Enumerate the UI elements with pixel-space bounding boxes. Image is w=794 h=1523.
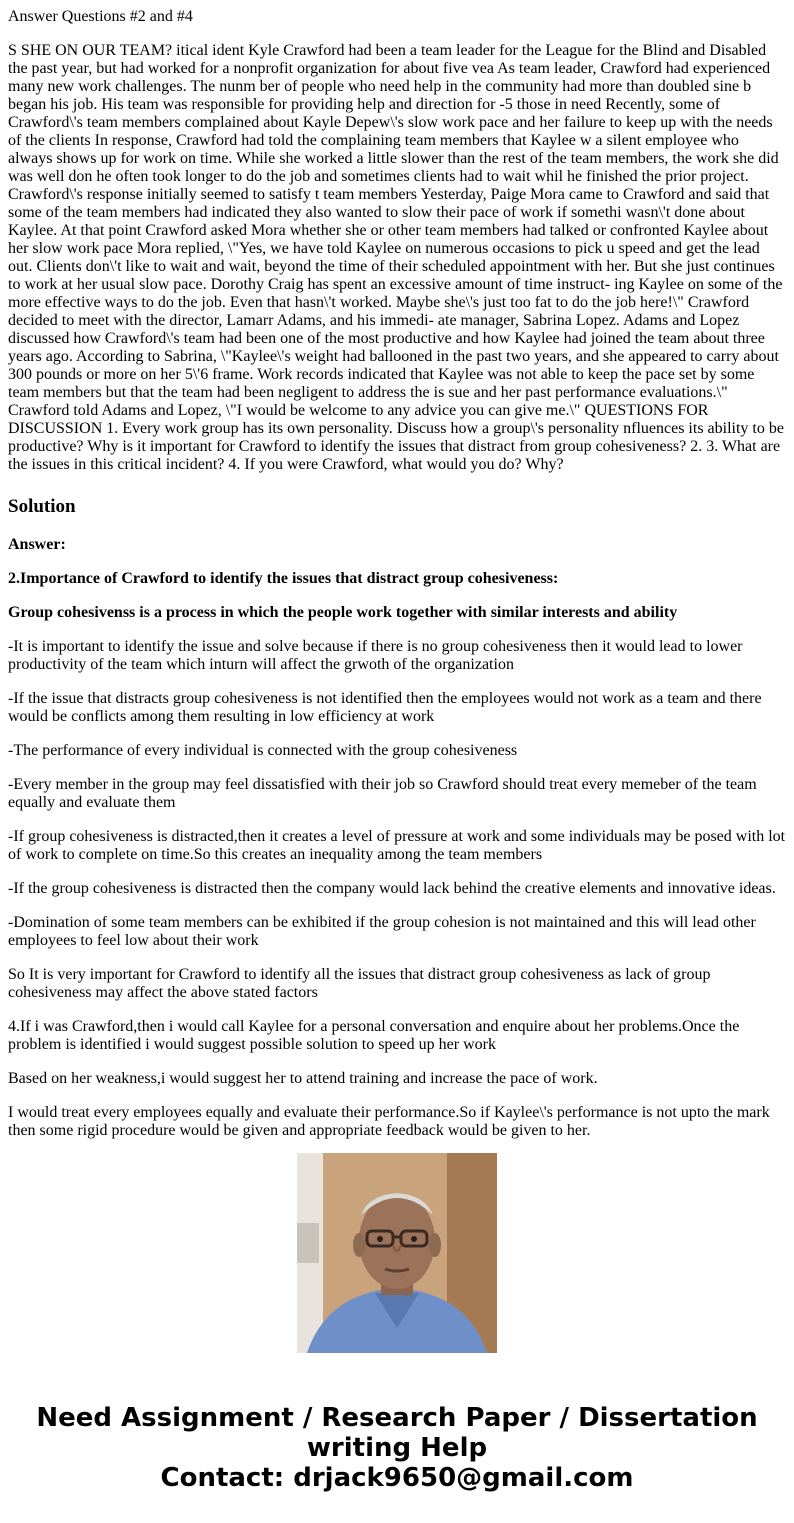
document-body [8,8,786,1139]
answer-point: -If the issue that distracts group cohesiveness is not identified then the employees would not work as a team and there would be conflicts among them resulting in low efficiency at work [8,690,762,725]
answer-summary: So It is very important for Crawford to identify all the issues that distract group cohesiveness as lack of group cohesiveness may affect the above stated factors [8,966,711,1001]
answer-point: -The performance of every individual is connected with the group cohesiveness [8,742,518,759]
answer-point: -Domination of some team members can be exhibited if the group cohesion is not maintained and this will lead other employees to feel low about their work [8,914,756,949]
answer-point: -It is important to identify the issue and solve because if there is no group cohesiveness then it would lead to lower productivity of the team which inturn will affect the grwoth of the organization [8,638,743,673]
question-4-answer: 4.If i was Crawford,then i would call Kaylee for a personal conversation and enquire about her problems.Once the problem is identified i would suggest possible solution to speed up her work [8,1018,740,1053]
answer-point: -Every member in the group may feel dissatisfied with their job so Crawford should treat every memeber of the team equally and evaluate them [8,776,757,811]
question-title: Answer Questions #2 and #4 [8,8,193,25]
solution-heading: Solution [8,496,76,517]
tutor-avatar [297,1153,497,1353]
training-suggestion: Based on her weakness,i would suggest her to attend training and increase the pace of work. [8,1070,598,1087]
promo-line-1: Need Assignment / Research Paper / Dissertation [36,1403,758,1433]
equal-treatment-text: I would treat every employees equally and evaluate their performance.So if Kaylee\'s performance is not upto the mark then some rigid procedure would be given and appropriate feedback would be given to her. [8,1104,770,1139]
contact-email: Contact: drjack9650@gmail.com [160,1463,634,1493]
case-text: S SHE ON OUR TEAM? itical ident Kyle Crawford had been a team leader for the League for the Blind and Disabled the past year, but had worked for a nonprofit organization for about five vea As team leader, Crawford had experienced many new work challenges. The nunm ber of people who need help in the community had more than doubled sine b began his job. His team was responsible for providing help and direction for -5 those in need Recently, some of Crawford\'s team members complained about Kayle Depew\'s slow work pace and her failure to keep up with the needs of the clients In response, Crawford had told the complaining team members that Kaylee w a silent employee who always shows up for work on time. While she worked a little slower than the rest of the team members, the work she did was well don he often took longer to do the job and sometimes clients had to wait whil he finished the prior project. Crawford\'s response initially seemed to satisfy t team members Yesterday, Paige Mora came to Crawford and said that some of the team members had indicated they also wanted to slow their pace of work if somethi wasn\'t done about Kaylee. At that point Crawford asked Mora whether she or other team members had talked or confronted Kaylee about her slow work pace Mora replied, \"Yes, we have told Kaylee on numerous occasions to pick u speed and get the lead out. Clients don\'t like to wait and wait, beyond the time of their scheduled appointment with her. But she just continues to work at her usual slow pace. Dorothy Craig has spent an excessive amount of time instruct- ing Kaylee on some of the more effective ways to do the job. Even that hasn\'t worked. Maybe she\'s just too fat to do the job here!\" Crawford decided to meet with the director, Lamarr Adams, and his immedi- ate manager, Sabrina Lopez. Adams and Lopez discussed how Crawford\'s team had been one of the most productive and how Kaylee had joined the team about three years ago. According to Sabrina, \"Kaylee\'s weight had ballooned in the past two years, and she appeared to carry about 300 pounds or more on her 5\'6 frame. Work records indicated that Kaylee was not able to keep the pace set by some team members but that the team had been negligent to address the is sue and her past performance evaluations.\" Crawford told Adams and Lopez, \"I would be welcome to any advice you can give me.\" QUESTIONS FOR DISCUSSION 1. Every work group has its own personality. Discuss how a group\'s personality nfluences its ability to be productive? Why is it important for Crawford to identify the issues that distract from group cohesiveness? 2. 3. What are the issues in this critical incident? 4. If you were Crawford, what would you do? Why? [8,42,784,473]
promo-line-2: writing Help [306,1433,488,1463]
promo-banner [0,1403,794,1493]
answer-point: -If group cohesiveness is distracted,then it creates a level of pressure at work and some individuals may be posed with lot of work to complete on time.So this creates an inequality among the team members [8,828,786,863]
cohesiveness-definition: Group cohesivenss is a process in which the people work together with similar interests and ability [8,604,678,621]
answer-point: -If the group cohesiveness is distracted then the company would lack behind the creative elements and innovative ideas. [8,880,776,897]
tutor-portrait-image [297,1153,497,1353]
answer-label: Answer: [8,536,66,553]
question-2-heading: 2.Importance of Crawford to identify the issues that distract group cohesiveness: [8,570,559,587]
